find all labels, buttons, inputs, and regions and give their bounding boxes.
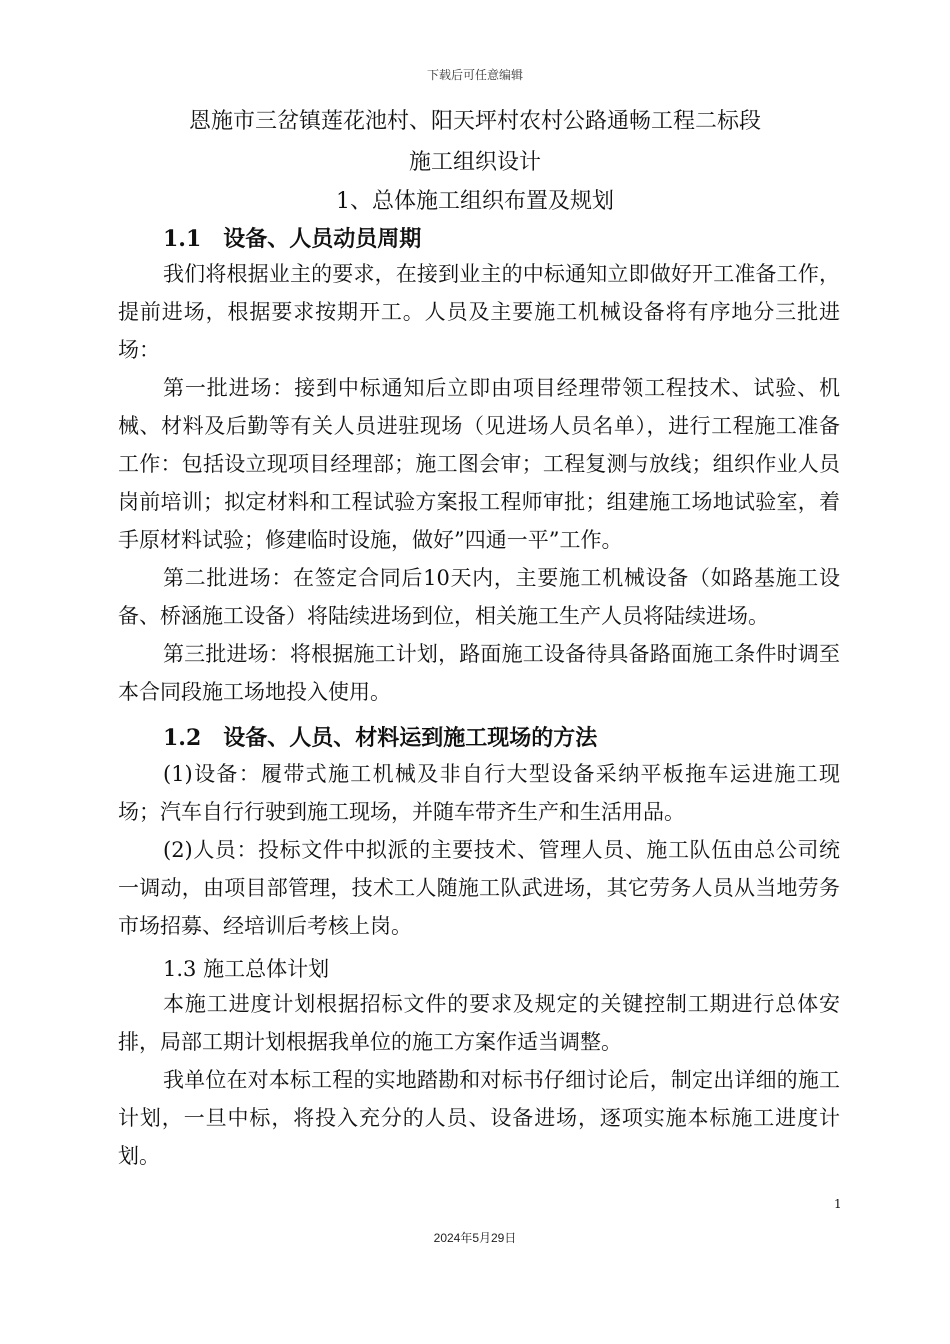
- paragraph: (1)设备：履带式施工机械及非自行大型设备采纳平板拖车运进施工现场；汽车自行行驶到施工现场，并随车带齐生产和生活用品。: [118, 762, 840, 824]
- document-title: 恩施市三岔镇莲花池村、阳天坪村农村公路通畅工程二标段: [188, 109, 761, 134]
- paragraph: 我们将根据业主的要求，在接到业主的中标通知立即做好开工准备工作，提前进场，根据要求按期开工。人员及主要施工机械设备将有序地分三批进场：: [118, 262, 840, 362]
- paragraph: 本施工进度计划根据招标文件的要求及规定的关键控制工期进行总体安排，局部工期计划根据我单位的施工方案作适当调整。: [118, 992, 840, 1054]
- section-1-3-heading: 1.3 施工总体计划: [163, 957, 330, 981]
- paragraph: 第三批进场：将根据施工计划，路面施工设备待具备路面施工条件时调至本合同段施工场地投入使用。: [118, 642, 840, 704]
- paragraph: 我单位在对本标工程的实地踏勘和对标书仔细讨论后，制定出详细的施工计划，一旦中标，将投入充分的人员、设备进场，逐项实施本标施工进度计划。: [118, 1068, 840, 1168]
- page-footer-date: 2024年5月29日: [433, 1231, 517, 1245]
- page-number: 1: [834, 1197, 842, 1211]
- paragraph: (2)人员：投标文件中拟派的主要技术、管理人员、施工队伍由总公司统一调动，由项目部管理，技术工人随施工队武进场，其它劳务人员从当地劳务市场招募、经培训后考核上岗。: [118, 838, 840, 938]
- paragraph: 第一批进场：接到中标通知后立即由项目经理带领工程技术、试验、机械、材料及后勤等有关人员进驻现场（见进场人员名单），进行工程施工准备工作：包括设立现项目经理部；施工图会审；工程复测与放线；组织作业人员岗前培训；拟定材料和工程试验方案报工程师审批；组建施工场地试验室，着手原材料试验；修建临时设施，做好”四通一平”工作。: [118, 376, 840, 552]
- page-header: 下载后可任意编辑: [426, 68, 523, 82]
- document-subtitle: 施工组织设计: [408, 150, 541, 175]
- section-1-1-heading: 1.1 设备、人员动员周期: [163, 226, 422, 252]
- section-1-heading: 1、总体施工组织布置及规划: [336, 189, 614, 214]
- section-1-2-heading: 1.2 设备、人员、材料运到施工现场的方法: [163, 725, 598, 751]
- paragraph: 第二批进场：在签定合同后10天内，主要施工机械设备（如路基施工设备、桥涵施工设备）将陆续进场到位，相关施工生产人员将陆续进场。: [118, 566, 840, 628]
